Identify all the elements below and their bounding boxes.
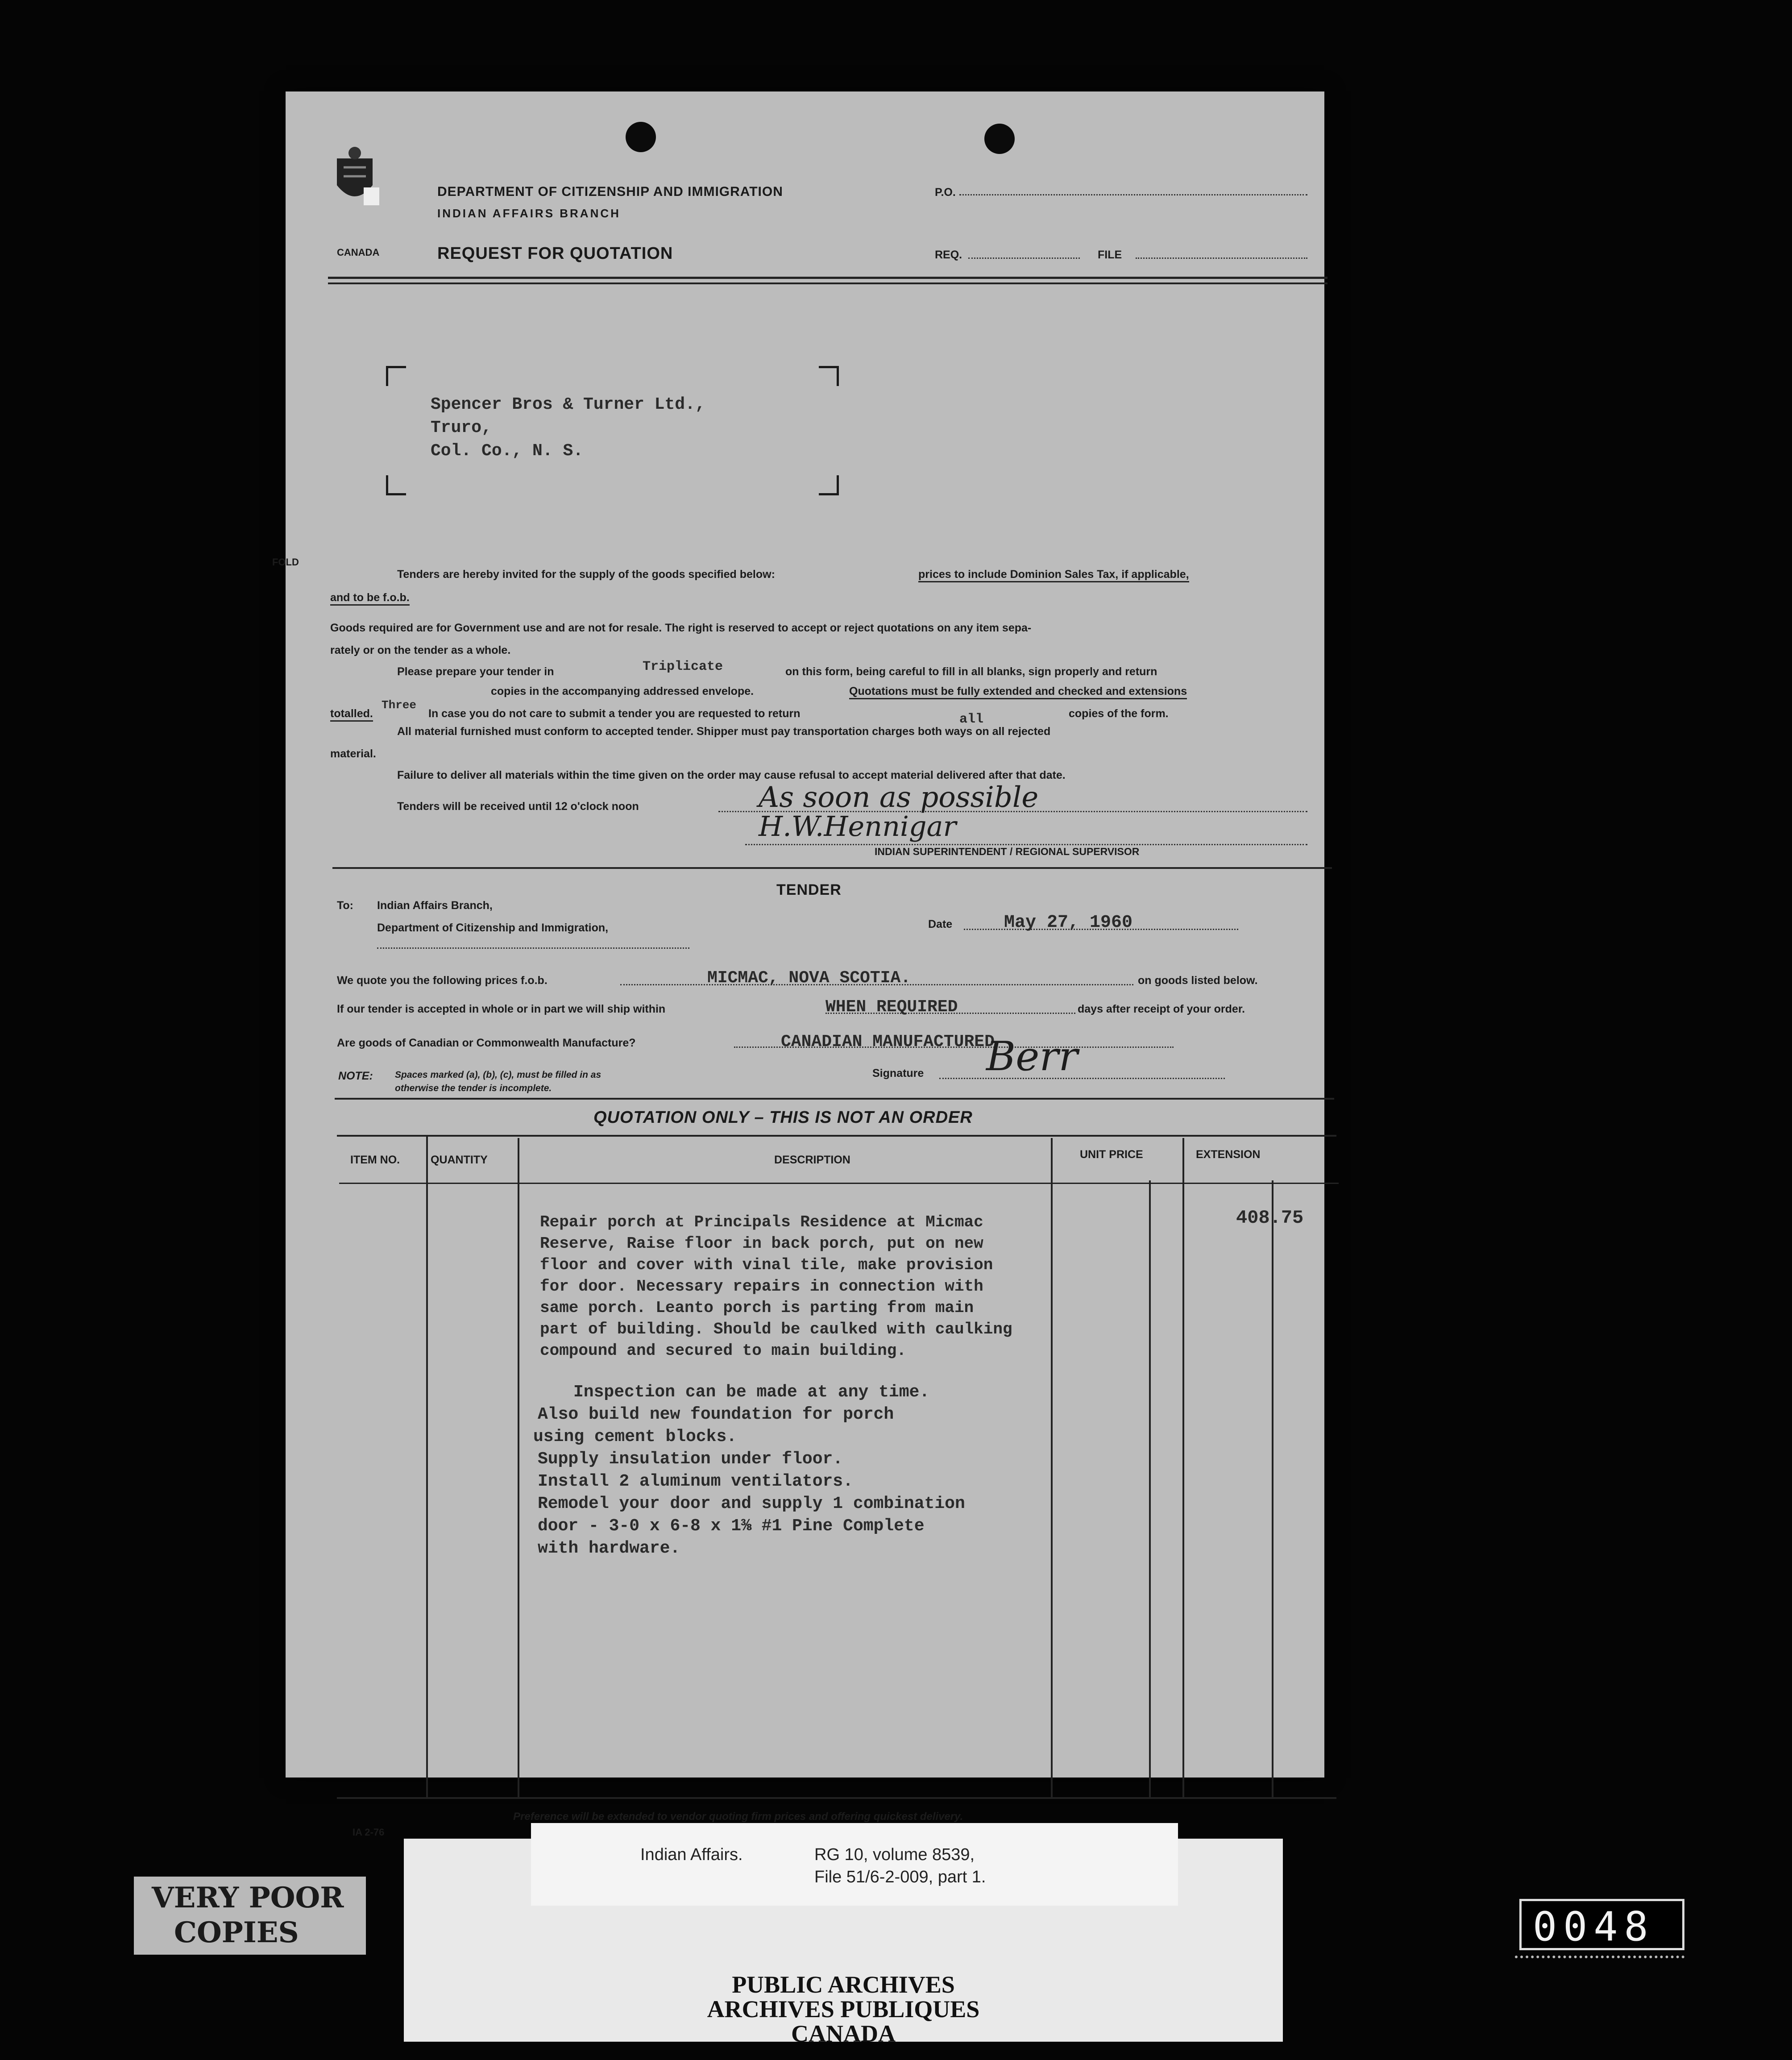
description-block: [540, 1212, 1012, 1362]
punch-hole: [984, 124, 1015, 154]
instruction-text: copies of the form.: [1069, 707, 1169, 720]
description-line: part of building. Should be caulked with caulking: [540, 1320, 1012, 1338]
column-header-description: DESCRIPTION: [774, 1154, 850, 1166]
po-field: [959, 194, 1307, 195]
quotation-form-sheet: [272, 91, 1324, 1838]
description-line: Inspection can be made at any time.: [573, 1383, 930, 1402]
to-address-field: [377, 947, 689, 949]
column-header-extension: EXTENSION: [1196, 1148, 1261, 1161]
table-bottom-rule: [337, 1797, 1336, 1799]
signature-label: Signature: [872, 1067, 924, 1080]
tender-signature: Berr: [986, 1033, 1078, 1080]
manufacture-label: Are goods of Canadian or Commonwealth Manufacture?: [337, 1037, 636, 1049]
signer-title: INDIAN SUPERINTENDENT / REGIONAL SUPERVISOR: [875, 846, 1140, 857]
header-rule: [328, 277, 1327, 279]
description-line: with hardware.: [538, 1539, 680, 1558]
to-label: To:: [337, 899, 354, 912]
form-title: REQUEST FOR QUOTATION: [437, 244, 673, 263]
archive-reference: File 51/6-2-009, part 1.: [814, 1868, 986, 1886]
instruction-underlined: totalled.: [330, 707, 373, 722]
canada-crest-icon: [328, 145, 382, 214]
file-label: FILE: [1098, 249, 1122, 261]
instruction-text: Please prepare your tender in: [397, 665, 554, 678]
description-line: Repair porch at Principals Residence at Micmac: [540, 1213, 983, 1231]
header-rule: [328, 282, 1327, 284]
branch-name: INDIAN AFFAIRS BRANCH: [437, 207, 621, 220]
description-line: using cement blocks.: [533, 1427, 737, 1446]
column-header-quantity: QUANTITY: [431, 1154, 488, 1166]
address-corner: [819, 366, 839, 386]
archive-reference: RG 10, volume 8539,: [814, 1845, 975, 1864]
table-column-line: [1272, 1180, 1273, 1798]
deadline-handwritten: As soon as possible: [759, 781, 1039, 814]
description-line: Reserve, Raise floor in back porch, put on new: [540, 1234, 983, 1253]
instruction-text: Tenders will be received until 12 o'clock noon: [397, 800, 639, 813]
description-line: Install 2 aluminum ventilators.: [538, 1472, 853, 1491]
req-label: REQ.: [935, 249, 962, 261]
stamp-line: VERY POOR: [152, 1881, 344, 1915]
table-header-rule: [339, 1183, 1339, 1184]
instruction-text: All material furnished must conform to accepted tender. Shipper must pay transportation charges both ways on all rejected: [397, 725, 1051, 738]
tender-heading: TENDER: [776, 881, 842, 898]
archive-country: CANADA: [791, 2020, 896, 2047]
quotation-banner: QUOTATION ONLY – THIS IS NOT AN ORDER: [593, 1108, 973, 1127]
extension-value: 408.75: [1236, 1207, 1304, 1229]
country-label: CANADA: [337, 247, 380, 258]
archive-reference-label: [531, 1823, 1178, 1906]
instruction-text: copies in the accompanying addressed envelope.: [491, 685, 754, 698]
description-block-additional: [533, 1381, 965, 1560]
archive-name-en: PUBLIC ARCHIVES: [732, 1971, 955, 1998]
file-field: [1136, 258, 1307, 259]
signer-field: [745, 844, 1307, 845]
fob-value: MICMAC, NOVA SCOTIA.: [707, 968, 911, 988]
address-corner: [386, 475, 406, 495]
signature-field: [939, 1078, 1225, 1079]
fold-label: FOLD: [272, 557, 299, 568]
ship-value: WHEN REQUIRED: [825, 997, 958, 1017]
instruction-underlined: and to be f.o.b.: [330, 591, 410, 606]
note-text: otherwise the tender is incomplete.: [395, 1083, 552, 1093]
date-label: Date: [928, 918, 953, 930]
instruction-text: material.: [330, 748, 376, 760]
description-line: floor and cover with vinal tile, make provision: [540, 1256, 993, 1274]
punch-hole: [626, 122, 656, 152]
addressee-name: Spencer Bros & Turner Ltd.,: [431, 395, 705, 414]
archive-collection: Indian Affairs.: [640, 1845, 743, 1864]
copies-fill: all: [959, 712, 984, 727]
addressee-city: Truro,: [431, 418, 492, 437]
date-value: May 27, 1960: [1004, 913, 1133, 933]
film-sprockets: [1515, 1956, 1684, 1964]
column-header-unit-price: UNIT PRICE: [1080, 1148, 1143, 1161]
po-label: P.O.: [935, 186, 956, 199]
frame-counter: [1519, 1899, 1684, 1950]
note-text: Spaces marked (a), (b), (c), must be filled in as: [395, 1070, 601, 1080]
manufacture-value: CANADIAN MANUFACTURED: [781, 1032, 995, 1051]
signer-signature: H.W.Hennigar: [759, 810, 957, 843]
instruction-text: Failure to deliver all materials within the time given on the order may cause refusal to accept material delivered after that date.: [397, 769, 1066, 781]
fob-label: We quote you the following prices f.o.b.: [337, 974, 548, 987]
description-line: Also build new foundation for porch: [538, 1405, 894, 1424]
stamp-line: COPIES: [174, 1916, 299, 1949]
section-rule: [335, 1098, 1334, 1100]
archive-name-fr: ARCHIVES PUBLIQUES: [707, 1996, 980, 2023]
instruction-underlined: Quotations must be fully extended and checked and extensions: [849, 685, 1187, 699]
instruction-text: Tenders are hereby invited for the supply of the goods specified below:: [397, 568, 775, 581]
instruction-text: rately or on the tender as a whole.: [330, 644, 511, 656]
note-label: NOTE:: [338, 1070, 373, 1082]
table-top-rule: [337, 1135, 1336, 1137]
form-number: IA 2-76: [353, 1827, 385, 1838]
address-corner: [819, 475, 839, 495]
archive-name-block: [404, 1973, 1283, 2046]
column-header-item-no: ITEM NO.: [350, 1154, 400, 1166]
frame-number: 0048: [1533, 1903, 1655, 1950]
to-address-line: Department of Citizenship and Immigration,: [377, 922, 609, 934]
description-line: door - 3-0 x 6-8 x 1⅜ #1 Pine Complete: [538, 1516, 925, 1536]
instruction-underlined: prices to include Dominion Sales Tax, if applicable,: [918, 568, 1189, 582]
description-line: for door. Necessary repairs in connection with: [540, 1277, 983, 1296]
poor-copies-stamp: [134, 1877, 366, 1955]
req-field: [968, 258, 1080, 259]
table-column-line: [426, 1136, 428, 1798]
description-line: same porch. Leanto porch is parting from main: [540, 1299, 974, 1317]
footer-note: Preference will be extended to vendor quoting firm prices and offering quickest delivery.: [513, 1811, 963, 1823]
copies-fill: Triplicate: [643, 659, 723, 674]
table-column-line: [1051, 1138, 1053, 1798]
department-name: DEPARTMENT OF CITIZENSHIP AND IMMIGRATION: [437, 184, 783, 199]
ship-tail: days after receipt of your order.: [1078, 1003, 1245, 1015]
table-column-line: [1182, 1138, 1184, 1798]
fob-tail: on goods listed below.: [1138, 974, 1258, 987]
copies-fill: Three: [382, 698, 417, 712]
addressee-county: Col. Co., N. S.: [431, 441, 584, 461]
instruction-text: on this form, being careful to fill in all blanks, sign properly and return: [785, 665, 1157, 678]
section-rule: [332, 867, 1332, 869]
address-corner: [386, 366, 406, 386]
description-line: compound and secured to main building.: [540, 1341, 906, 1360]
to-address-line: Indian Affairs Branch,: [377, 899, 493, 912]
instruction-text: In case you do not care to submit a tender you are requested to return: [428, 707, 801, 720]
description-line: Remodel your door and supply 1 combination: [538, 1494, 965, 1513]
table-column-line: [1149, 1180, 1151, 1798]
instruction-text: Goods required are for Government use and are not for resale. The right is reserved to accept or reject quotations on any item sepa-: [330, 622, 1032, 634]
table-column-line: [518, 1138, 519, 1798]
description-line: Supply insulation under floor.: [538, 1449, 843, 1469]
ship-label: If our tender is accepted in whole or in part we will ship within: [337, 1003, 666, 1015]
